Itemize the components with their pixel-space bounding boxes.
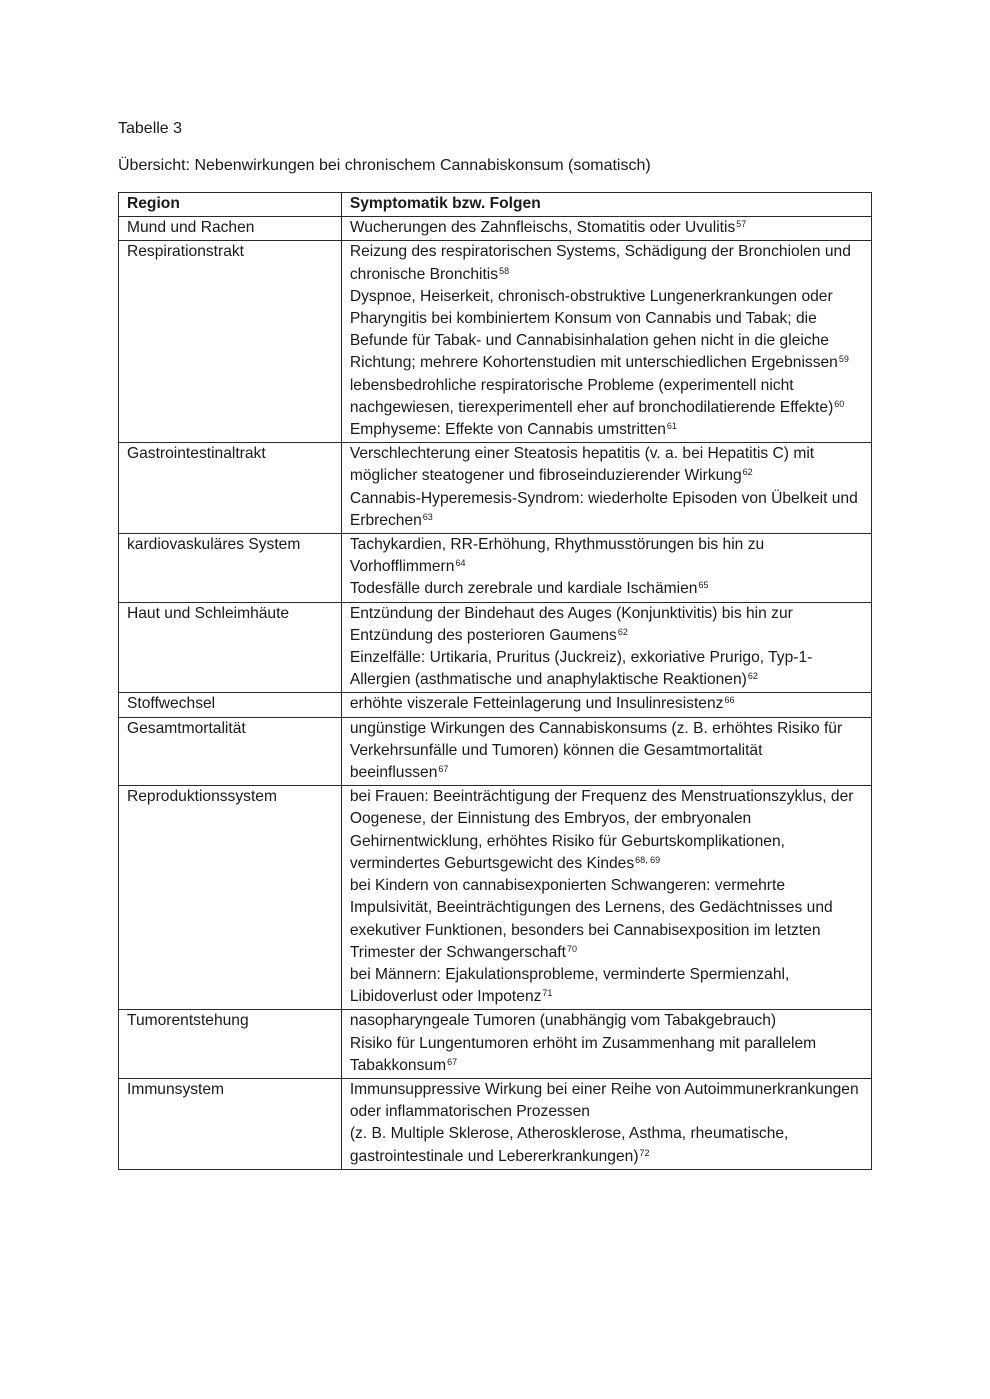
reference-number: 67 — [438, 764, 449, 775]
symptom-entry — [350, 786, 865, 875]
reference-number: 66 — [724, 695, 735, 706]
symptom-entry — [350, 964, 865, 1008]
reference-number: 61 — [666, 421, 677, 432]
symptoms-cell — [341, 717, 871, 786]
table-row — [119, 602, 872, 693]
symptom-entry — [350, 1123, 865, 1167]
symptom-entry — [350, 241, 865, 285]
reference-number: 67 — [447, 1056, 458, 1067]
symptom-text: Emphyseme: Effekte von Cannabis umstritten — [349, 421, 666, 439]
symptom-text: Risiko für Lungentumoren erhöht im Zusammenhang mit parallelem Tabakkonsum — [349, 1034, 817, 1074]
table-row — [119, 241, 872, 443]
symptom-text: Verschlechterung einer Steatosis hepatitis (v. a. bei Hepatitis C) mit möglicher steatogener und fibroseinduzierender Wirkung — [349, 445, 815, 485]
table-row — [119, 786, 872, 1010]
region-cell: Respirationstrakt — [119, 241, 342, 443]
reference-number: 58 — [499, 265, 510, 276]
table-row — [119, 1010, 872, 1079]
symptom-entry — [350, 603, 865, 647]
symptom-text: (z. B. Multiple Sklerose, Atherosklerose, Asthma, rheumatische, gastrointestinale und Lebererkrankungen) — [349, 1125, 789, 1165]
reference-number: 65 — [698, 580, 709, 591]
side-effects-table — [118, 192, 872, 1170]
symptom-entry — [350, 286, 865, 375]
reference-number: 62 — [617, 626, 628, 637]
symptoms-cell — [341, 241, 871, 443]
symptom-text: bei Frauen: Beeinträchtigung der Frequenz des Menstruationszyklus, der Oogenese, der Einnistung des Embryos, der embryonalen Gehirnentwicklung, erhöhtes Risiko für Geburtskomplikationen, vermindertes Geburtsgewicht des Kindes — [349, 788, 854, 872]
reference-number: 60 — [834, 398, 845, 409]
symptom-entry — [350, 217, 865, 239]
table-title: Übersicht: Nebenwirkungen bei chronischem Cannabiskonsum (somatisch) — [118, 157, 651, 174]
table-row — [119, 534, 872, 603]
symptoms-cell — [341, 693, 871, 717]
reference-number: 62 — [747, 671, 758, 682]
table-label: Tabelle 3 — [118, 120, 183, 137]
reference-number: 71 — [542, 988, 553, 999]
symptom-entry — [350, 647, 865, 691]
symptom-text: Entzündung der Bindehaut des Auges (Konjunktivitis) bis hin zur Entzündung des posterioren Gaumens — [349, 604, 793, 644]
symptom-text: erhöhte viszerale Fetteinlagerung und Insulinresistenz — [349, 695, 724, 713]
table-row — [119, 717, 872, 786]
symptoms-cell — [341, 602, 871, 693]
symptom-text: Dyspnoe, Heiserkeit, chronisch-obstruktive Lungenerkrankungen oder Pharyngitis bei kombiniertem Konsum von Cannabis und Tabak; die Befunde für Tabak- und Cannabisinhalation gehen nicht in die gleiche Richtung; mehrere Kohortenstudien mit unterschiedlichen Ergebnissen — [349, 287, 838, 372]
table-row — [119, 443, 872, 534]
region-cell: Mund und Rachen — [119, 217, 342, 241]
symptom-entry — [350, 1079, 865, 1123]
symptoms-cell — [341, 217, 871, 241]
symptom-text: ungünstige Wirkungen des Cannabiskonsums (z. B. erhöhtes Risiko für Verkehrsunfälle und Tumoren) können die Gesamtmortalität beeinflussen — [349, 719, 843, 782]
symptom-text: Reizung des respiratorischen Systems, Schädigung der Bronchiolen und chronische Bronchitis — [349, 243, 851, 283]
region-cell: Stoffwechsel — [119, 693, 342, 717]
symptom-text: Cannabis-Hyperemesis-Syndrom: wiederholte Episoden von Übelkeit und Erbrechen — [349, 489, 858, 529]
table-header-row — [119, 193, 872, 217]
reference-number: 63 — [422, 511, 433, 522]
table-body — [119, 217, 872, 1170]
region-cell: kardiovaskuläres System — [119, 534, 342, 603]
symptom-text: Immunsuppressive Wirkung bei einer Reihe von Autoimmunerkrankungen oder inflammatorischen Prozessen — [349, 1080, 859, 1121]
reference-number: 70 — [566, 943, 577, 954]
symptom-entry — [350, 375, 865, 419]
symptom-entry — [350, 693, 865, 715]
region-cell: Immunsystem — [119, 1078, 342, 1169]
symptom-text: bei Männern: Ejakulationsprobleme, verminderte Spermienzahl, Libidoverlust oder Impotenz — [349, 965, 790, 1006]
reference-number: 59 — [838, 354, 849, 365]
symptoms-cell — [341, 443, 871, 534]
reference-number: 72 — [639, 1147, 650, 1158]
symptom-entry — [350, 488, 865, 532]
symptom-text: Tachykardien, RR-Erhöhung, Rhythmusstörungen bis hin zu Vorhofflimmern — [349, 536, 765, 576]
reference-number: 64 — [455, 558, 466, 569]
header-region: Region — [119, 193, 342, 217]
header-symptoms: Symptomatik bzw. Folgen — [341, 193, 871, 217]
region-cell: Gastrointestinaltrakt — [119, 443, 342, 534]
symptoms-cell — [341, 1078, 871, 1169]
symptom-text: Wucherungen des Zahnfleischs, Stomatitis oder Uvulitis — [349, 219, 736, 237]
symptom-entry — [350, 419, 865, 441]
symptom-entry — [350, 875, 865, 964]
reference-number: 68, 69 — [635, 854, 661, 865]
symptom-text: bei Kindern von cannabisexponierten Schwangeren: vermehrte Impulsivität, Beeinträchtigungen des Lernens, des Gedächtnisses und exekutiver Funktionen, besonders bei Cannabisexposition im letzten Trimester der Schwangerschaft — [349, 877, 833, 961]
symptom-entry — [350, 443, 865, 487]
table-row — [119, 1078, 872, 1169]
symptom-entry — [350, 1010, 865, 1032]
region-cell: Gesamtmortalität — [119, 717, 342, 786]
symptom-entry — [350, 578, 865, 600]
table-row — [119, 217, 872, 241]
symptom-entry — [350, 534, 865, 578]
region-cell: Tumorentstehung — [119, 1010, 342, 1079]
symptoms-cell — [341, 1010, 871, 1079]
symptom-text: Todesfälle durch zerebrale und kardiale Ischämien — [349, 580, 698, 598]
symptom-text: Einzelfälle: Urtikaria, Pruritus (Juckreiz), exkoriative Prurigo, Typ-1-Allergien (asthmatische und anaphylaktische Reaktionen) — [349, 649, 813, 689]
symptom-text: nasopharyngeale Tumoren (unabhängig vom Tabakgebrauch) — [349, 1012, 777, 1030]
region-cell: Reproduktionssystem — [119, 786, 342, 1010]
symptoms-cell — [341, 786, 871, 1010]
reference-number: 62 — [742, 467, 753, 478]
region-cell: Haut und Schleimhäute — [119, 602, 342, 693]
table-row — [119, 693, 872, 717]
symptoms-cell — [341, 534, 871, 603]
symptom-entry — [350, 718, 865, 785]
symptom-text: lebensbedrohliche respiratorische Probleme (experimentell nicht nachgewiesen, tierexperimentell eher auf bronchodilatierende Effekte) — [349, 376, 834, 416]
symptom-entry — [350, 1033, 865, 1077]
reference-number: 57 — [736, 219, 747, 230]
